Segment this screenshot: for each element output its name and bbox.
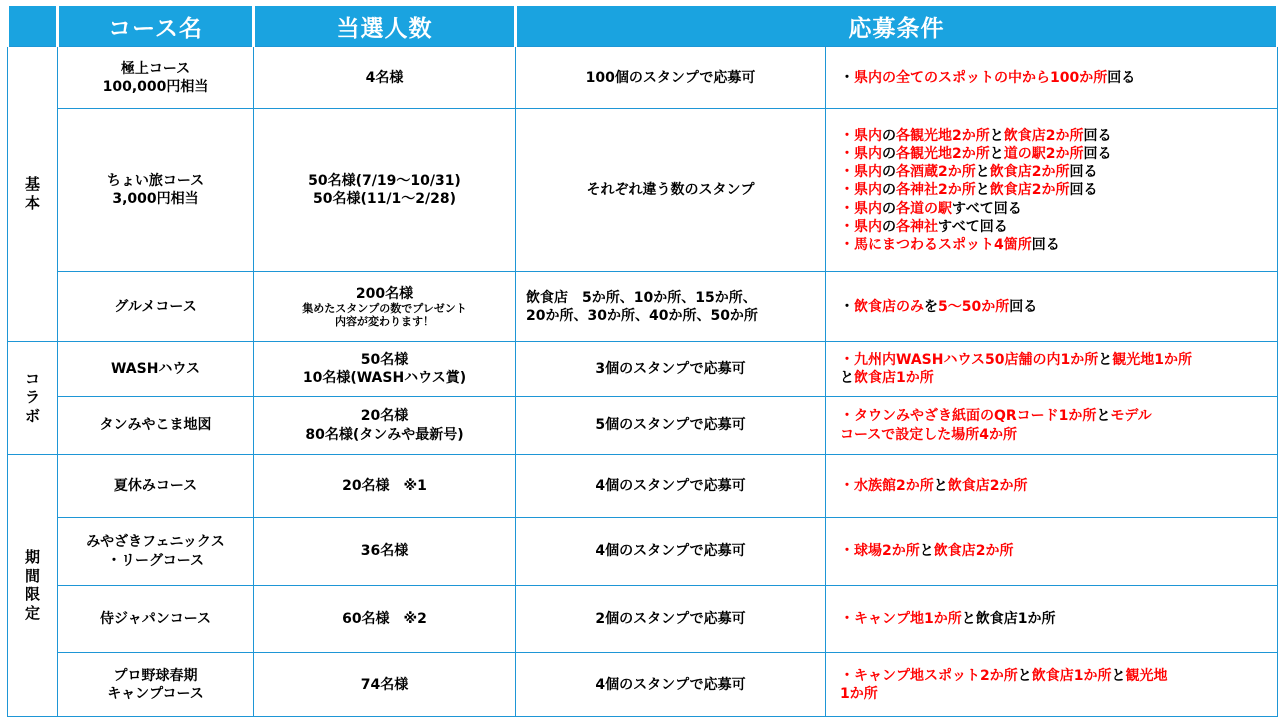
condition-highlight: 各観光地2か所 [896,127,990,144]
condition-line [840,218,1271,236]
condition-text: の [882,127,896,144]
group-char: 期 [24,547,40,566]
condition-highlight: 1か所 [840,685,878,702]
header-winners: 当選人数 [254,6,516,47]
condition-line [840,667,1271,685]
condition-text: と [975,182,990,199]
condition-text: と [1111,667,1126,684]
campaign-course-table [6,6,1279,717]
table-row [8,47,1278,109]
winners-line: 20名様 [360,408,409,425]
course-line: 侍ジャパンコース [99,611,212,628]
winners-line: 80名様(タンみや最新号) [305,426,464,443]
winners-line: 60名様 ※2 [342,611,427,628]
condition-highlight: 球場2か所 [854,543,920,560]
condition-line [840,298,1271,316]
condition-line [840,369,1271,387]
winners-line: 200名様 [355,285,414,302]
condition-text: の [882,218,896,235]
condition-highlight: 各観光地2か所 [896,145,990,162]
condition-highlight: ・ [840,667,854,684]
condition-highlight: ・ [840,543,854,560]
course-name [58,585,254,653]
condition-highlight: コースで設定した場所4か所 [840,426,1018,443]
stamp-requirement [516,109,826,272]
condition-line [840,426,1271,444]
stamps-line: それぞれ違う数のスタンプ [586,182,755,199]
stamps-line: 飲食店 5か所、10か所、15か所、 [526,289,757,306]
condition-text: すべて回る [938,218,1008,235]
condition-highlight: ・ [840,477,854,494]
table-row [8,653,1278,717]
stamp-requirement [516,585,826,653]
course-name [58,342,254,397]
condition-highlight: 観光地 [1125,667,1168,684]
group-char: 定 [24,604,40,623]
winners-count [254,109,516,272]
winners-line: 74名様 [360,676,409,693]
condition-highlight: ・ [840,408,854,425]
stamps-line: 2個のスタンプで応募可 [595,611,746,628]
condition-highlight: 飲食店のみ [854,298,924,315]
course-line: 夏休みコース [113,477,198,494]
condition-highlight: ・ [840,182,854,199]
stamp-requirement [516,272,826,342]
condition-highlight: 飲食店1か所 [854,370,934,387]
condition-highlight: 道の駅2か所 [1003,145,1084,162]
condition-line [840,127,1271,145]
table-row [8,397,1278,454]
entry-condition [826,342,1278,397]
condition-highlight: 飲食店2か所 [933,543,1014,560]
winners-count [254,454,516,518]
condition-line [840,477,1271,495]
stamps-line: 100個のスタンプで応募可 [585,69,756,86]
stamps-line: 5個のスタンプで応募可 [595,417,746,434]
condition-text: と [1017,667,1032,684]
condition-highlight: ・ [840,236,854,253]
condition-text: 回る [1031,236,1060,253]
condition-highlight: 県内 [854,164,882,181]
condition-line [840,145,1271,163]
condition-text: 回る [1107,69,1136,86]
group-char: 基 [24,175,40,194]
winners-line: 20名様 ※1 [342,477,427,494]
condition-text: と [933,477,948,494]
course-name [58,454,254,518]
condition-text: と [840,370,854,387]
group-char: 本 [24,194,40,212]
condition-text: の [882,145,896,162]
condition-highlight: 各道の駅 [896,200,952,217]
course-name [58,518,254,586]
condition-text: 回る [1083,127,1112,144]
winners-line: 4名様 [365,69,404,86]
entry-condition [826,518,1278,586]
table-row [8,585,1278,653]
winners-note: 集めたスタンプの数でプレゼント [302,302,467,316]
condition-text: と [919,543,934,560]
entry-condition [826,47,1278,109]
course-line: ちょい旅コース [106,173,205,190]
condition-highlight: ・ [840,127,854,144]
entry-condition [826,585,1278,653]
condition-highlight: 県内 [854,200,882,217]
course-name [58,47,254,109]
condition-highlight: タウンみやざき紙面のQRコード1か所 [854,408,1097,425]
winners-line: 36名様 [360,543,409,560]
condition-highlight: 水族館2か所 [854,477,934,494]
condition-text: と [989,127,1004,144]
condition-highlight: 飲食店2か所 [989,164,1070,181]
winners-count [254,585,516,653]
header-group [8,6,58,47]
course-line: WASHハウス [110,361,201,378]
condition-text: 回る [1069,182,1098,199]
condition-highlight: 観光地1か所 [1112,351,1193,368]
course-line: タンみやこま地図 [99,417,212,434]
condition-highlight: 各神社 [896,218,938,235]
table-row [8,109,1278,272]
condition-line [840,542,1271,560]
winners-line: 50名様(11/1～2/28) [313,191,456,208]
condition-line [840,69,1271,87]
winners-count [254,653,516,717]
stamp-requirement [516,454,826,518]
stamp-requirement [516,518,826,586]
condition-highlight: 5～50か所 [938,298,1010,315]
course-line: 100,000円相当 [102,78,209,95]
condition-text: と [975,164,990,181]
entry-condition [826,653,1278,717]
winners-line: 50名様(7/19～10/31) [308,173,461,190]
condition-highlight: ・ [840,218,854,235]
course-line: キャンプコース [107,685,204,702]
condition-highlight: 飲食店1か所 [1031,667,1112,684]
stamp-requirement [516,47,826,109]
condition-line [840,610,1271,628]
condition-text: を [924,298,938,315]
condition-text: と [961,611,976,628]
condition-line [840,407,1271,425]
stamps-line: 3個のスタンプで応募可 [595,361,746,378]
condition-text: 飲食店1か所 [975,611,1056,628]
condition-text: と [1098,351,1113,368]
header-course-name: コース名 [58,6,254,47]
course-line: 3,000円相当 [112,191,199,208]
condition-highlight: 九州内WASHハウス50店舗の内1か所 [854,351,1099,368]
group-label-kihon [8,47,58,342]
course-name [58,109,254,272]
course-line: みやざきフェニックス [86,534,225,551]
stamps-line: 4個のスタンプで応募可 [595,543,746,560]
stamps-line: 4個のスタンプで応募可 [595,676,746,693]
condition-line [840,181,1271,199]
condition-highlight: ・ [840,611,854,628]
table-row [8,518,1278,586]
course-line: グルメコース [114,298,197,315]
winners-count [254,397,516,454]
entry-condition [826,397,1278,454]
condition-highlight: ・ [840,145,854,162]
group-label-limited [8,454,58,716]
entry-condition [826,454,1278,518]
table-row [8,342,1278,397]
condition-highlight: 県内 [854,127,882,144]
winners-count [254,47,516,109]
course-name [58,272,254,342]
group-char: ボ [24,407,40,426]
group-label-collab [8,342,58,455]
condition-line [840,685,1271,703]
stamp-requirement [516,653,826,717]
condition-line [840,351,1271,369]
condition-text: の [882,182,896,199]
condition-highlight: 県内 [854,182,882,199]
condition-highlight: 飲食店2か所 [1003,127,1084,144]
winners-count [254,342,516,397]
condition-text: と [989,145,1004,162]
group-char: 間 [24,566,40,585]
table-body [8,47,1278,717]
condition-text: の [882,200,896,217]
condition-text: ・ [840,298,854,315]
condition-line [840,163,1271,181]
group-char: ラ [24,388,40,407]
winners-line: 50名様 [360,351,409,368]
course-line: ・リーグコース [106,552,205,569]
header-conditions: 応募条件 [516,6,1278,47]
condition-highlight: 飲食店2か所 [989,182,1070,199]
course-name [58,653,254,717]
group-char: 限 [24,585,40,604]
entry-condition [826,272,1278,342]
condition-text: 回る [1069,164,1098,181]
condition-highlight: キャンプ地スポット2か所 [854,667,1018,684]
condition-text: 回る [1083,145,1112,162]
condition-highlight: ・ [840,200,854,217]
course-name [58,397,254,454]
winners-line: 10名様(WASHハウス賞) [302,370,467,387]
condition-highlight: 各神社2か所 [896,182,976,199]
condition-highlight: モデル [1110,408,1152,425]
stamp-requirement [516,342,826,397]
condition-highlight: 県内 [854,145,882,162]
condition-highlight: 各酒蔵2か所 [896,164,976,181]
condition-highlight: ・ [840,351,854,368]
condition-highlight: ・ [840,164,854,181]
winners-count [254,518,516,586]
condition-highlight: キャンプ地1か所 [854,611,962,628]
entry-condition [826,109,1278,272]
table-row [8,454,1278,518]
group-char: コ [24,369,40,388]
stamps-line: 20か所、30か所、40か所、50か所 [526,307,758,324]
table-row [8,272,1278,342]
condition-text: と [1096,408,1111,425]
condition-text: の [882,164,896,181]
course-line: 極上コース [120,60,191,77]
course-line: プロ野球春期 [113,667,198,684]
stamp-requirement [516,397,826,454]
winners-note: 内容が変わります！ [335,314,434,328]
condition-highlight: 飲食店2か所 [947,477,1028,494]
condition-highlight: 県内の全てのスポットの中から100か所 [854,69,1108,86]
condition-highlight: 馬にまつわるスポット4箇所 [854,236,1032,253]
condition-line [840,200,1271,218]
condition-line [840,236,1271,254]
condition-text: すべて回る [952,200,1022,217]
stamps-line: 4個のスタンプで応募可 [595,477,746,494]
condition-text: ・ [840,69,854,86]
condition-text: 回る [1009,298,1038,315]
condition-highlight: 県内 [854,218,882,235]
winners-count [254,272,516,342]
table-header-row [8,6,1278,47]
